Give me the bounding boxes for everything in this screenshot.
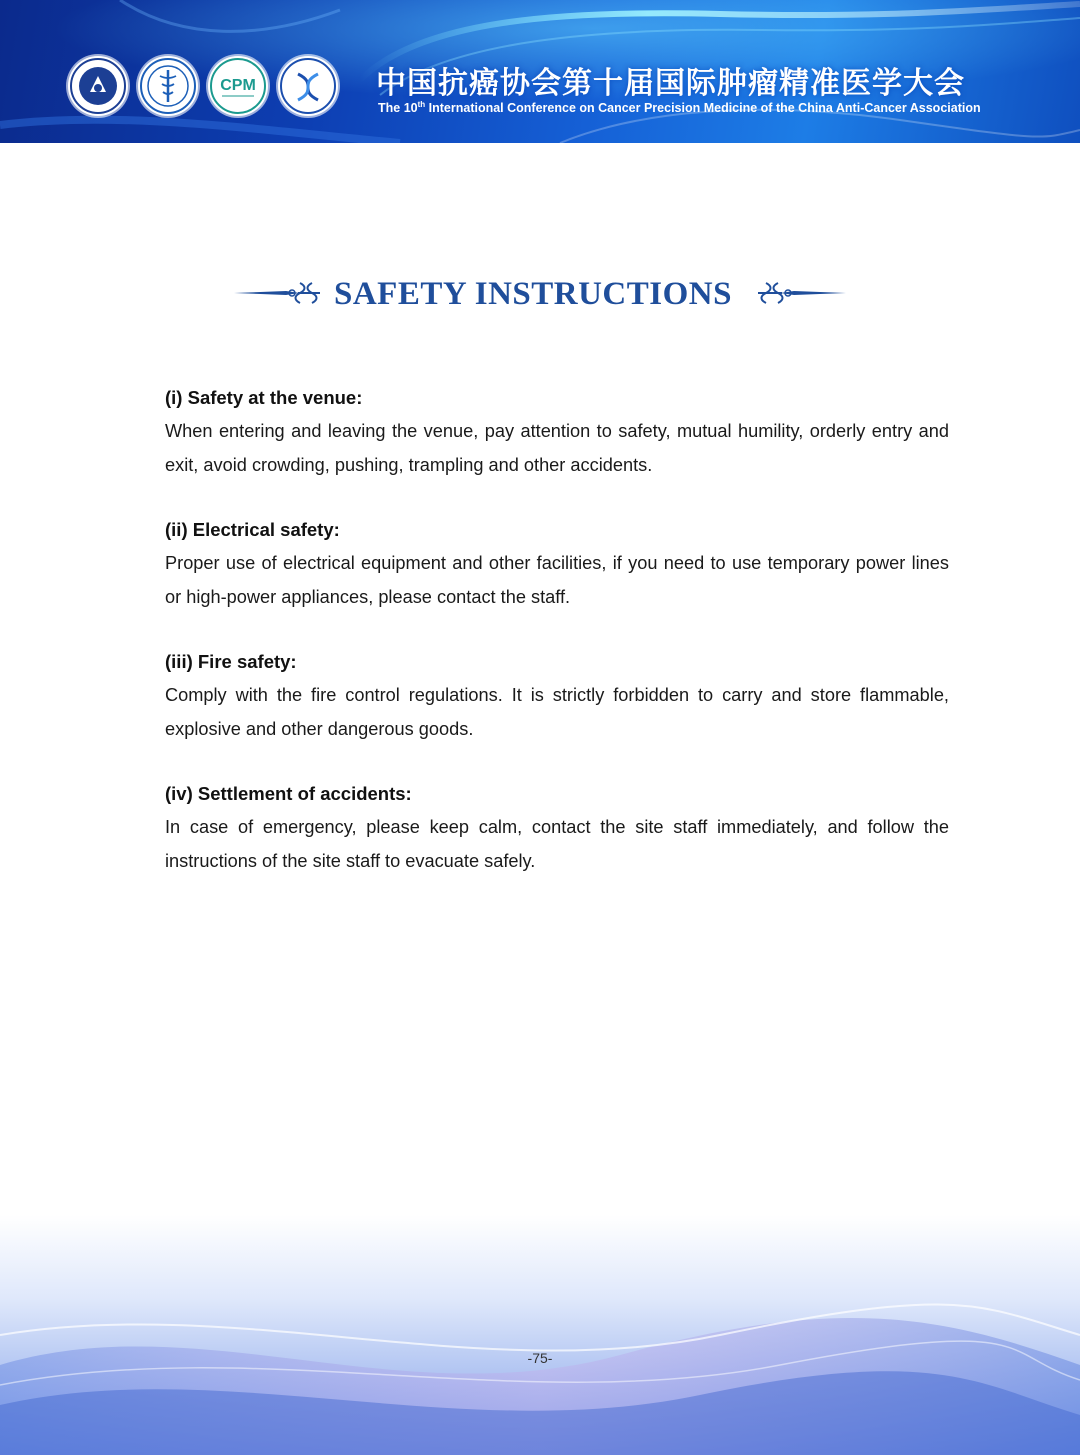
section-venue-safety — [165, 383, 949, 482]
section-electrical-safety — [165, 515, 949, 614]
section-fire-safety — [165, 647, 949, 746]
logo-row — [68, 56, 338, 118]
section-title: (i) Safety at the venue: — [165, 387, 363, 408]
section-title: (ii) Electrical safety: — [165, 519, 340, 540]
china-anti-cancer-association-logo — [68, 56, 128, 116]
safety-instructions-content — [165, 383, 949, 911]
page-title: SAFETY INSTRUCTIONS — [334, 276, 732, 312]
section-body: When entering and leaving the venue, pay attention to safety, mutual humility, orderly entry and exit, avoid crowding, pushing, trampling and other accidents. — [165, 421, 949, 475]
caduceus-society-logo — [138, 56, 198, 116]
footer-wave-background — [0, 1215, 1080, 1455]
section-title: (iv) Settlement of accidents: — [165, 783, 412, 804]
section-body: In case of emergency, please keep calm, contact the site staff immediately, and follow the instructions of the site staff to evacuate safely. — [165, 817, 949, 871]
svg-text:CPM: CPM — [220, 77, 256, 94]
section-heading — [0, 270, 1080, 320]
section-accident-settlement — [165, 779, 949, 878]
section-body: Comply with the fire control regulations. It is strictly forbidden to carry and store flammable, explosive and other dangerous goods. — [165, 685, 949, 739]
conference-title-english: The 10th International Conference on Cancer Precision Medicine of the China Anti-Cancer Association — [378, 100, 981, 116]
dna-society-logo — [278, 56, 338, 116]
header-banner — [0, 0, 1080, 143]
page-number: -75- — [527, 1350, 553, 1366]
section-title: (iii) Fire safety: — [165, 651, 297, 672]
conference-title-chinese: 中国抗癌协会第十届国际肿瘤精准医学大会 — [376, 66, 965, 101]
cpm-logo — [208, 56, 268, 116]
section-body: Proper use of electrical equipment and other facilities, if you need to use temporary power lines or high-power appliances, please contact the staff. — [165, 553, 949, 607]
